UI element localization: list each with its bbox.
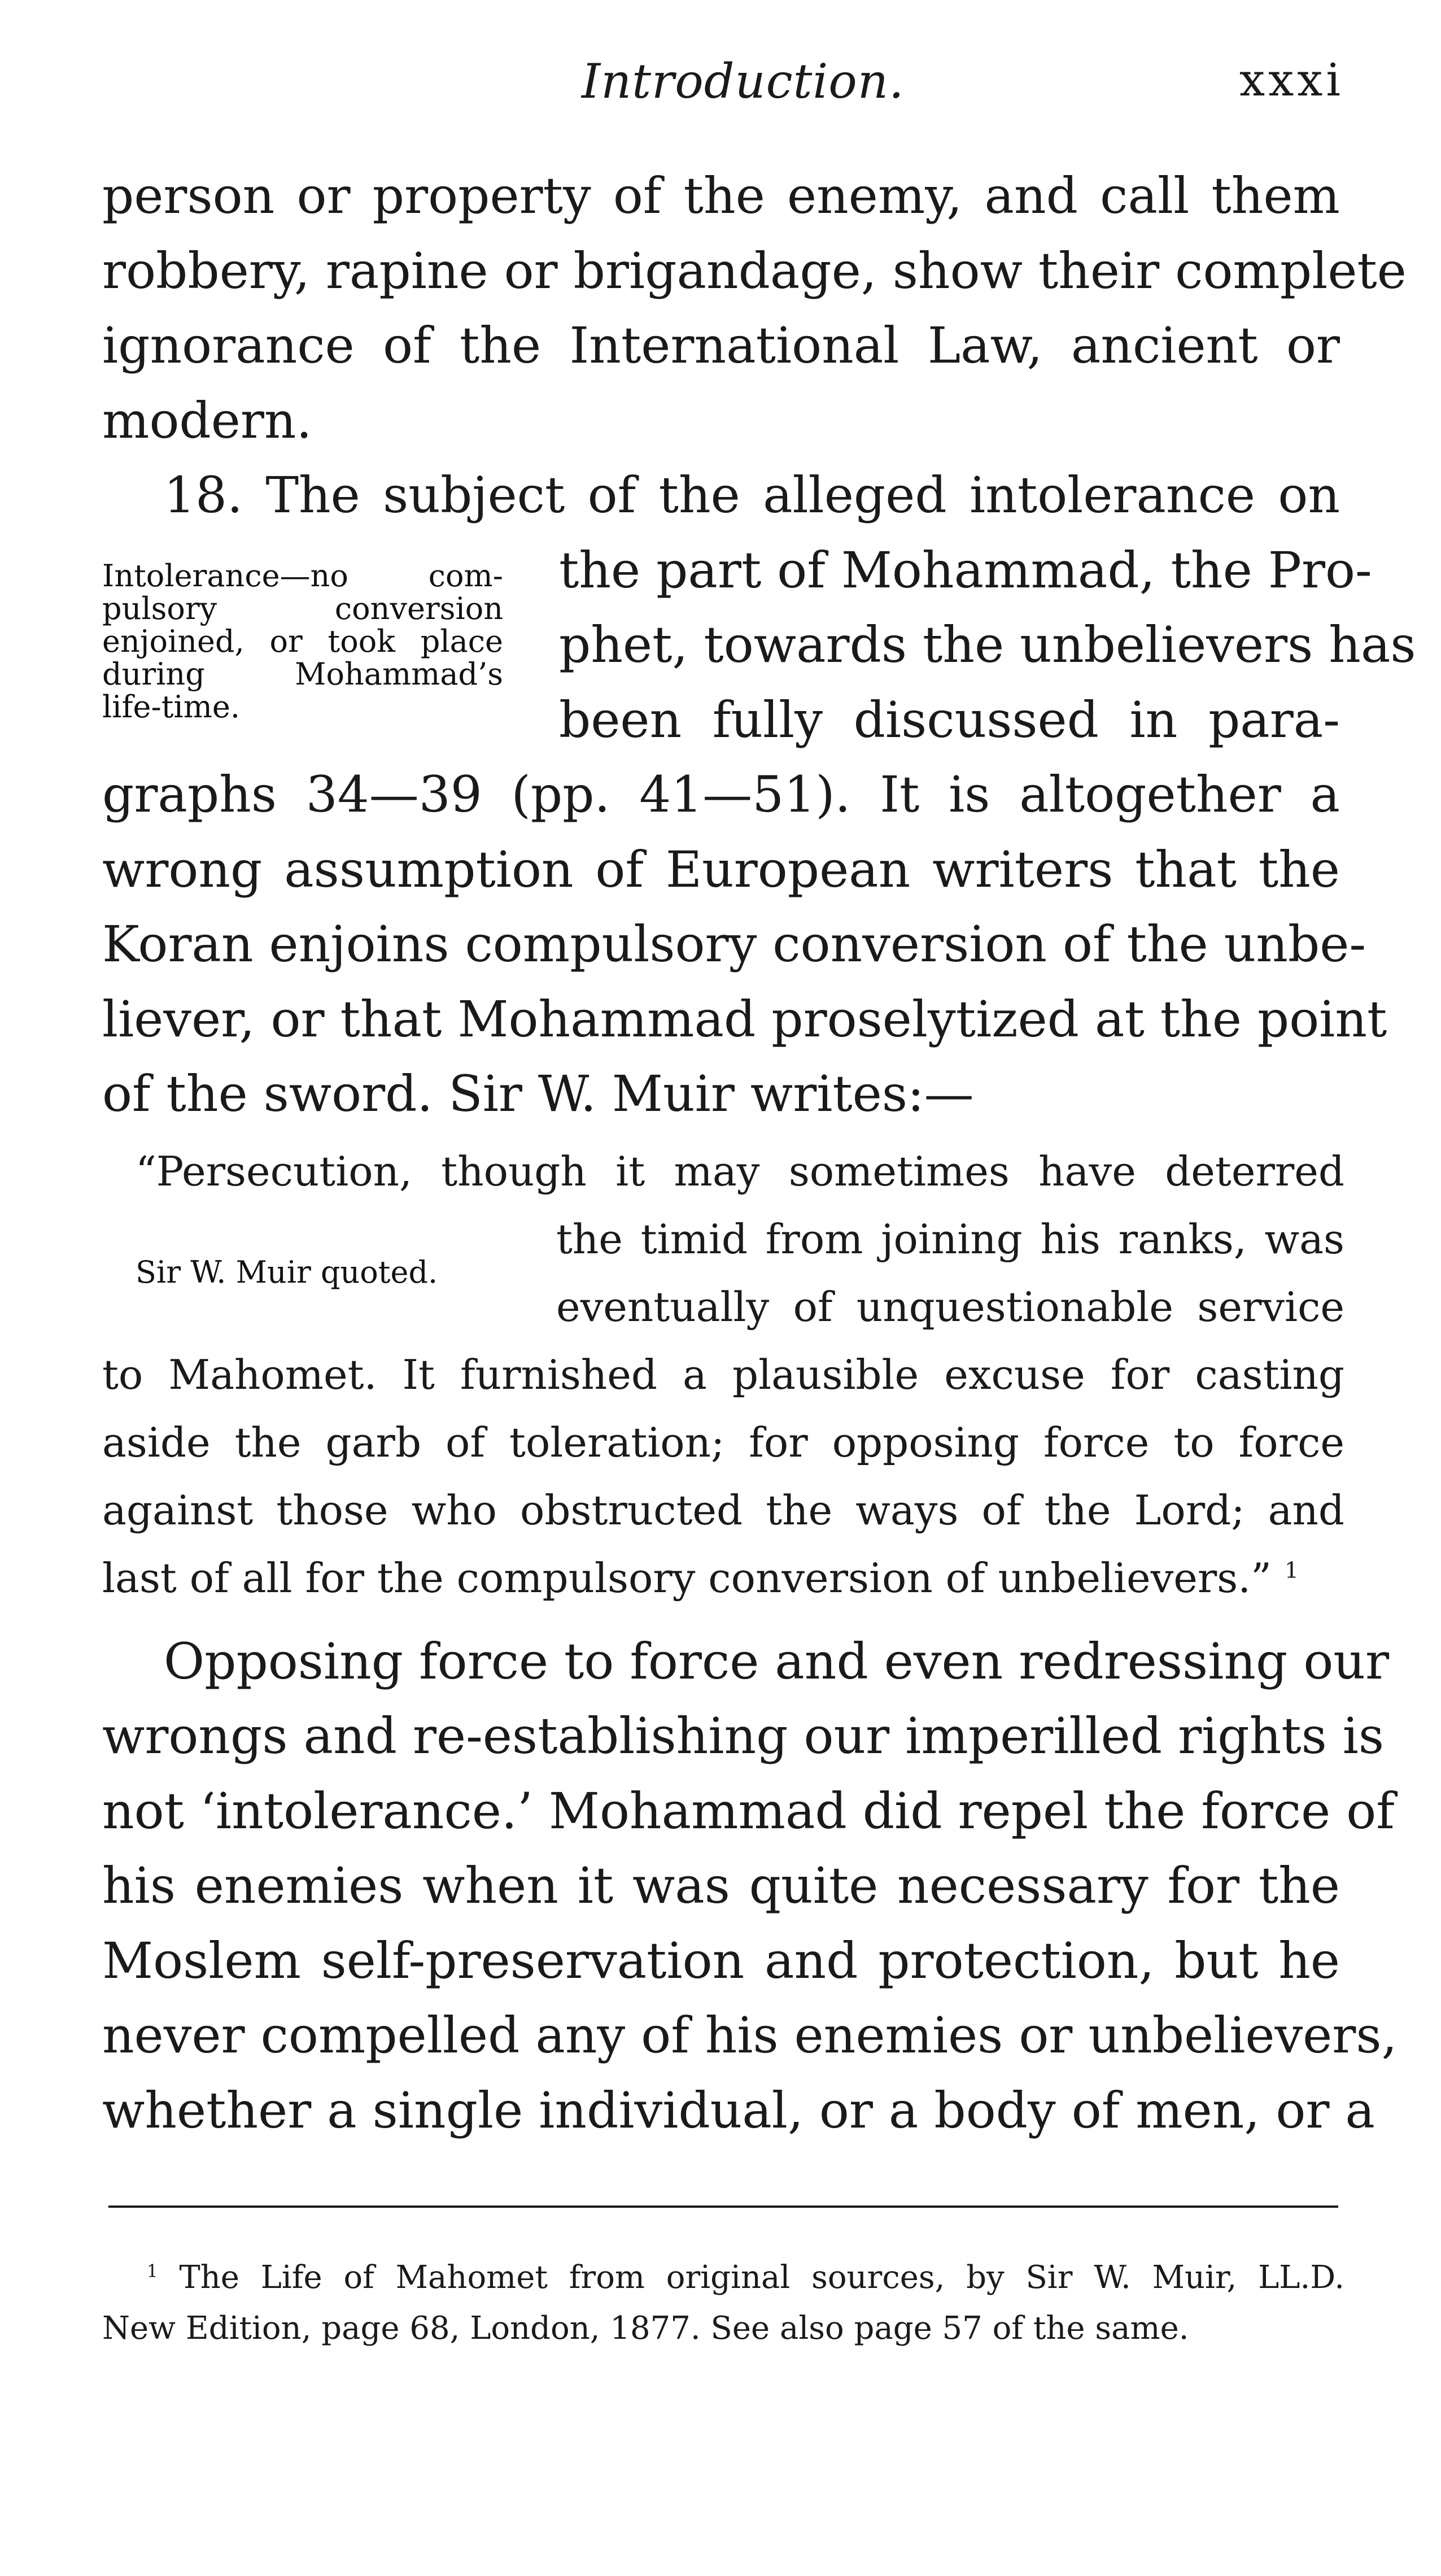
quote-line: against those who obstructed the ways of the Lord; and — [102, 1487, 1344, 1534]
body-line: modern. — [102, 391, 312, 450]
body-line: never compelled any of his enemies or unbelievers, — [102, 2006, 1398, 2064]
page-number: xxxi — [1239, 54, 1344, 106]
running-head-title: Introduction. — [582, 54, 905, 109]
body-line: not ‘intolerance.’ Mohammad did repel the force of — [102, 1782, 1395, 1840]
margin-note-muir: Sir W. Muir quoted. — [136, 1254, 438, 1290]
quote-line: to Mahomet. It furnished a plausible excuse for casting — [102, 1351, 1344, 1398]
paragraph-18-first-line: 18. The subject of the alleged intolerance on — [164, 466, 1340, 524]
body-line: whether a single individual, or a body of men, or a — [102, 2081, 1375, 2139]
body-line: wrongs and re-establishing our imperilled rights is — [102, 1707, 1385, 1765]
body-line: been fully discussed in para- — [559, 691, 1340, 749]
body-line: Moslem self-preservation and protection, but he — [102, 1932, 1340, 1990]
body-line: wrong assumption of European writers that the — [102, 840, 1340, 899]
margin-note-line: life-time. — [102, 689, 241, 725]
body-line: the part of Mohammad, the Pro- — [559, 541, 1372, 599]
margin-note-line: pulsory conversion — [102, 591, 503, 626]
body-line: of the sword. Sir W. Muir writes:— — [102, 1065, 974, 1123]
margin-note-line: during Mohammad’s — [102, 656, 503, 692]
body-line: robbery, rapine or brigandage, show their complete — [102, 242, 1407, 300]
quote-line: “Persecution, though it may sometimes have deterred — [136, 1148, 1344, 1195]
body-line: Koran enjoins compulsory conversion of the unbe- — [102, 915, 1366, 973]
margin-note-line: enjoined, or took place — [102, 624, 503, 659]
footnote-line: $^1$ The Life of Mahomet from original sources, by Sir W. Muir, LL.D. — [147, 2259, 1344, 2296]
body-line: his enemies when it was quite necessary for the — [102, 1856, 1340, 1915]
body-line: graphs 34—39 (pp. 41—51). It is altogether a — [102, 765, 1340, 823]
footnote-rule — [108, 2205, 1338, 2208]
body-line: phet, towards the unbelievers has — [559, 616, 1416, 674]
quote-line: eventually of unquestionable service — [556, 1283, 1344, 1331]
body-line: Opposing force to force and even redressing our — [164, 1632, 1390, 1690]
body-line: liever, or that Mohammad proselytized at the point — [102, 990, 1387, 1048]
quote-line: aside the garb of toleration; for opposing force to force — [102, 1419, 1344, 1466]
margin-note-line: Intolerance—no com- — [102, 558, 503, 594]
quote-line: last of all for the compulsory conversion of unbelievers.” $^1$ — [102, 1554, 1299, 1602]
footnote-marker: 1 — [147, 2261, 158, 2282]
body-line: ignorance of the International Law, ancient or — [102, 316, 1340, 374]
body-line: person or property of the enemy, and call them — [102, 167, 1340, 225]
quote-line: the timid from joining his ranks, was — [556, 1215, 1344, 1263]
footnote-line: New Edition, page 68, London, 1877. See also page 57 of the same. — [102, 2310, 1189, 2347]
footnote-reference[interactable]: 1 — [1284, 1558, 1299, 1584]
